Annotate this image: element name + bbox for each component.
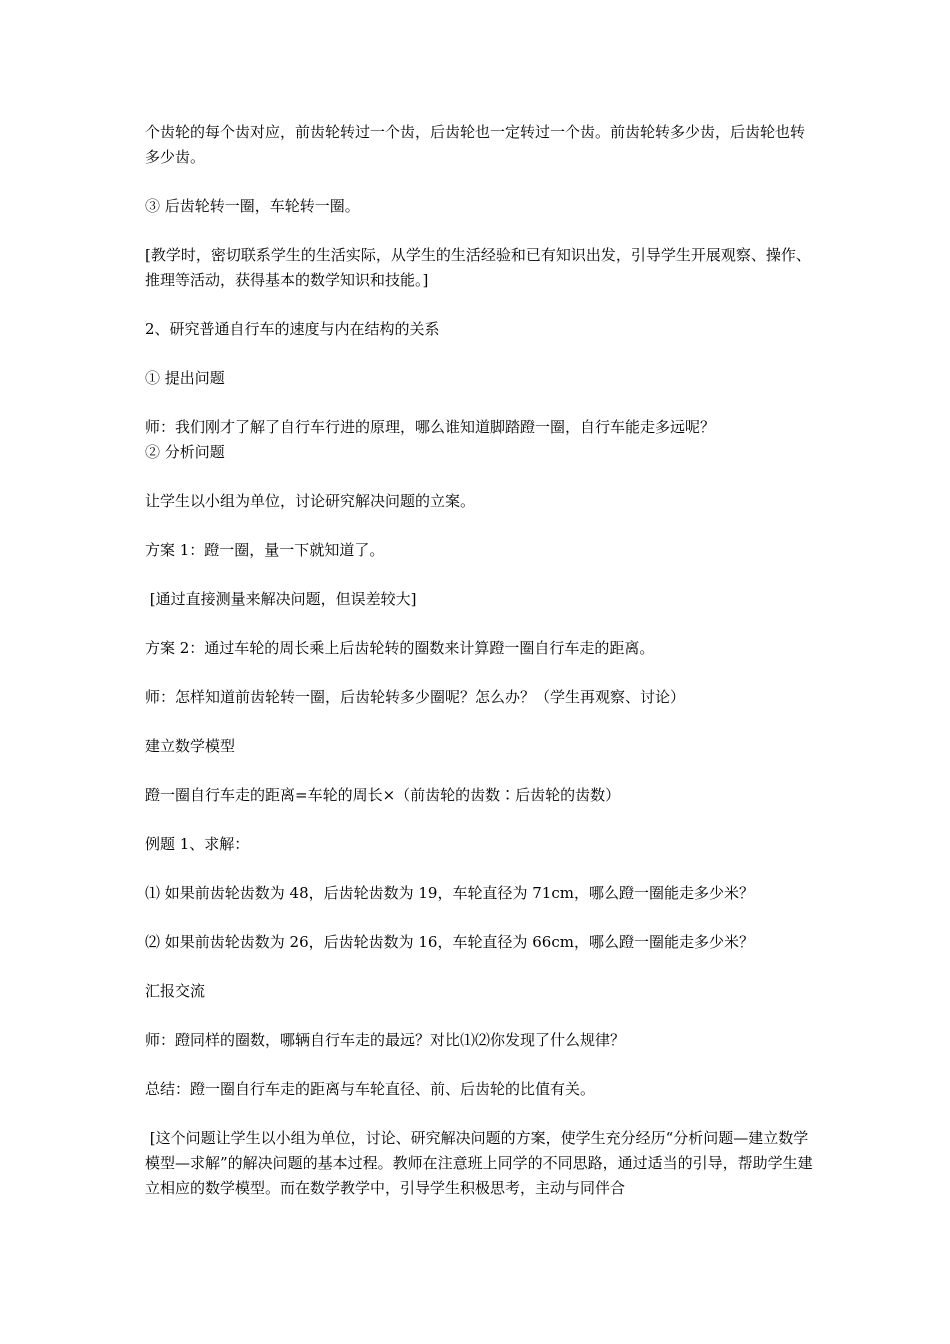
paragraph-teacher-how: 师：怎样知道前齿轮转一圈，后齿轮转多少圈呢？怎么办？（学生再观察、讨论） [145, 688, 686, 706]
paragraph-teaching-note-2: [这个问题让学生以小组为单位，讨论、研究解决问题的方案，使学生充分经历“分析问题—建立数学模型—求解”的解决问题的基本过程。教师在注意班上同学的不同思路，通过适当的引导，帮助学生建立相应的数学模型。而在数学教学中，引导学生积极思考，主动与同伴合 [145, 1129, 813, 1197]
heading-example-1: 例题 1、求解： [145, 835, 250, 853]
paragraph-rear-gear-wheel: ③ 后齿轮转一圈，车轮转一圈。 [145, 197, 360, 215]
paragraph-plan-1-note: [通过直接测量来解决问题，但误差较大] [145, 590, 417, 608]
paragraph-plan-1: 方案 1：蹬一圈，量一下就知道了。 [145, 541, 385, 559]
teacher-question-block [145, 415, 817, 465]
paragraph-summary: 总结：蹬一圈自行车走的距离与车轮直径、前、后齿轮的比值有关。 [145, 1080, 596, 1098]
paragraph-teaching-note-1: [教学时，密切联系学生的生活实际，从学生的生活经验和已有知识出发，引导学生开展观察、操作、推理等活动，获得基本的数学知识和技能。] [145, 246, 811, 289]
paragraph-group-discussion: 让学生以小组为单位，讨论研究解决问题的立案。 [145, 492, 476, 510]
teacher-question: 师：我们刚才了解了自行车行进的原理，哪么谁知道脚踏蹬一圈，自行车能走多远呢？ [145, 418, 716, 436]
step-raise-question: ① 提出问题 [145, 369, 225, 387]
section-heading-2: 2、研究普通自行车的速度与内在结构的关系 [145, 320, 440, 338]
paragraph-plan-2: 方案 2：通过车轮的周长乘上后齿轮转的圈数来计算蹬一圈自行车走的距离。 [145, 639, 655, 657]
step-analyze-question: ② 分析问题 [145, 443, 225, 461]
paragraph-model-formula: 蹬一圈自行车走的距离=车轮的周长×（前齿轮的齿数∶后齿轮的齿数） [145, 786, 621, 804]
paragraph-gear-teeth: 个齿轮的每个齿对应，前齿轮转过一个齿，后齿轮也一定转过一个齿。前齿轮转多少齿，后齿轮也转多少齿。 [145, 123, 806, 166]
paragraph-example-1-b: ⑵ 如果前齿轮齿数为 26，后齿轮齿数为 16，车轮直径为 66cm，哪么蹬一圈能走多少米？ [145, 933, 754, 951]
document-page [145, 120, 817, 1201]
heading-build-model: 建立数学模型 [145, 737, 236, 755]
paragraph-example-1-a: ⑴ 如果前齿轮齿数为 48，后齿轮齿数为 19，车轮直径为 71cm，哪么蹬一圈能走多少米？ [145, 884, 754, 902]
paragraph-teacher-compare: 师：蹬同样的圈数，哪辆自行车走的最远？对比⑴⑵你发现了什么规律？ [145, 1031, 626, 1049]
heading-report: 汇报交流 [145, 982, 206, 1000]
